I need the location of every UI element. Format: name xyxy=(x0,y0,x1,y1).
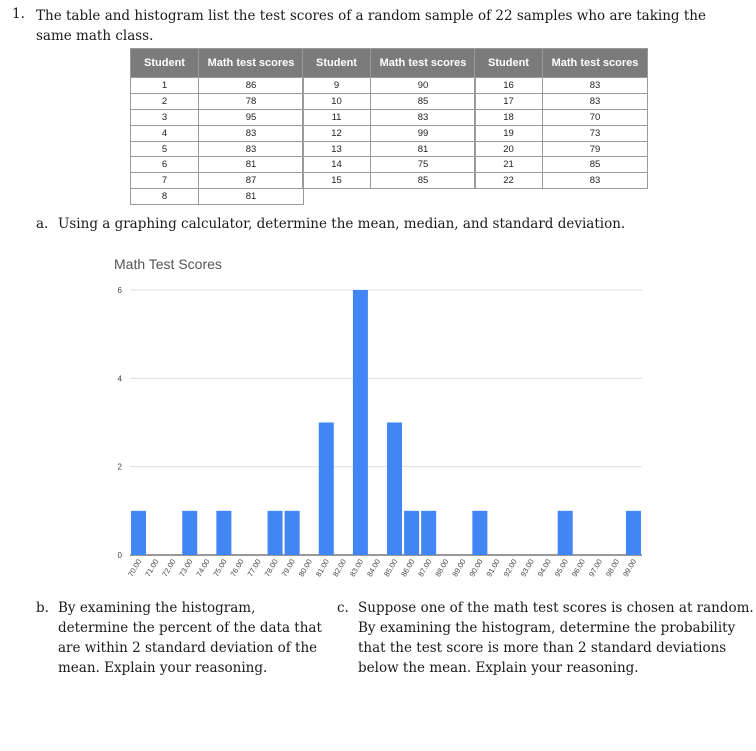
x-tick-label: 73.00 xyxy=(177,557,195,579)
part-c-line: that the test score is more than 2 standard deviations xyxy=(358,640,727,656)
student-cell: 13 xyxy=(303,141,371,157)
score-cell: 79 xyxy=(543,141,648,157)
student-cell: 15 xyxy=(303,173,371,189)
y-tick-label: 4 xyxy=(117,374,122,384)
x-tick-label: 79.00 xyxy=(279,557,297,579)
student-cell: 5 xyxy=(131,141,199,157)
x-tick-label: 82.00 xyxy=(330,557,349,579)
score-cell: 83 xyxy=(543,78,648,94)
y-tick-label: 2 xyxy=(117,462,122,472)
table-row xyxy=(303,173,476,189)
student-cell: 3 xyxy=(131,109,199,125)
table-row xyxy=(303,93,476,109)
empty-cell xyxy=(543,189,648,204)
score-cell: 75 xyxy=(371,157,476,173)
bar xyxy=(421,511,436,555)
student-cell: 17 xyxy=(475,93,543,109)
y-tick-label: 0 xyxy=(117,551,122,560)
score-cell: 87 xyxy=(199,173,304,189)
part-b-line: mean. Explain your reasoning. xyxy=(58,660,268,676)
question-text: The table and histogram list the test scores of a random sample of 22 samples who are taking the same math class. xyxy=(36,8,706,44)
bar xyxy=(626,511,641,555)
table-row xyxy=(475,157,648,173)
x-tick-label: 77.00 xyxy=(245,557,263,579)
student-cell: 21 xyxy=(475,157,543,173)
bar xyxy=(268,511,283,555)
part-a-label: a. xyxy=(36,216,49,232)
score-cell: 81 xyxy=(371,141,476,157)
table-row xyxy=(131,109,304,125)
score-cell: 70 xyxy=(543,109,648,125)
x-tick-label: 89.00 xyxy=(450,557,468,579)
x-tick-label: 86.00 xyxy=(399,557,417,579)
empty-cell xyxy=(475,189,543,204)
histogram-chart xyxy=(100,270,660,590)
table-row xyxy=(303,125,476,141)
part-c-line: Suppose one of the math test scores is chosen at random. xyxy=(358,600,754,616)
x-tick-label: 87.00 xyxy=(416,557,434,579)
x-tick-label: 95.00 xyxy=(552,557,570,579)
score-header: Math test scores xyxy=(543,49,648,78)
part-b-text xyxy=(58,598,322,678)
x-tick-label: 75.00 xyxy=(211,557,229,579)
student-cell: 20 xyxy=(475,141,543,157)
bar xyxy=(472,511,487,555)
table-row xyxy=(303,141,476,157)
student-cell: 10 xyxy=(303,93,371,109)
x-tick-label: 93.00 xyxy=(518,557,536,579)
part-c-label: c. xyxy=(337,600,349,616)
x-tick-label: 78.00 xyxy=(262,557,280,579)
score-cell: 85 xyxy=(543,157,648,173)
x-tick-label: 99.00 xyxy=(621,557,639,579)
bar xyxy=(216,511,231,555)
student-cell: 11 xyxy=(303,109,371,125)
x-tick-label: 80.00 xyxy=(296,557,314,579)
x-tick-label: 81.00 xyxy=(313,557,331,579)
table-row xyxy=(475,189,648,204)
table-row xyxy=(131,189,304,205)
table-row xyxy=(131,157,304,173)
score-cell: 99 xyxy=(371,125,476,141)
x-tick-label: 71.00 xyxy=(143,557,161,579)
score-table-1 xyxy=(130,48,304,205)
student-cell: 14 xyxy=(303,157,371,173)
chart-title: Math Test Scores xyxy=(114,256,222,272)
student-cell: 6 xyxy=(131,157,199,173)
student-cell: 4 xyxy=(131,125,199,141)
x-tick-label: 91.00 xyxy=(484,557,502,579)
bar xyxy=(319,423,334,556)
student-header: Student xyxy=(131,49,199,78)
score-cell: 78 xyxy=(199,93,304,109)
score-cell: 85 xyxy=(371,173,476,189)
table-row xyxy=(131,125,304,141)
student-cell: 1 xyxy=(131,78,199,94)
bar xyxy=(387,423,402,556)
x-tick-label: 98.00 xyxy=(603,557,622,579)
table-row xyxy=(303,109,476,125)
table-row xyxy=(131,93,304,109)
table-row xyxy=(475,173,648,189)
student-cell: 22 xyxy=(475,173,543,189)
score-cell: 86 xyxy=(199,78,304,94)
part-c-line: By examining the histogram, determine the probability xyxy=(358,620,736,636)
x-tick-label: 88.00 xyxy=(433,557,451,579)
score-cell: 83 xyxy=(199,125,304,141)
student-cell: 16 xyxy=(475,78,543,94)
table-row xyxy=(475,141,648,157)
part-c-text xyxy=(358,598,754,678)
student-cell: 9 xyxy=(303,78,371,94)
table-row xyxy=(131,173,304,189)
score-cell: 73 xyxy=(543,125,648,141)
score-table-3 xyxy=(474,48,648,204)
bar xyxy=(558,511,573,555)
score-cell: 81 xyxy=(199,157,304,173)
x-tick-label: 84.00 xyxy=(365,557,383,579)
table-row xyxy=(475,109,648,125)
x-tick-label: 96.00 xyxy=(569,557,587,579)
student-cell: 8 xyxy=(131,189,199,205)
score-header: Math test scores xyxy=(199,49,304,78)
student-cell: 2 xyxy=(131,93,199,109)
x-tick-label: 74.00 xyxy=(194,557,212,579)
student-header: Student xyxy=(475,49,543,78)
score-cell: 83 xyxy=(543,173,648,189)
bar xyxy=(182,511,197,555)
table-row xyxy=(131,141,304,157)
y-tick-label: 6 xyxy=(117,286,122,295)
score-cell: 85 xyxy=(371,93,476,109)
bar xyxy=(285,511,300,555)
bar xyxy=(131,511,146,555)
score-cell: 83 xyxy=(199,141,304,157)
x-tick-label: 94.00 xyxy=(535,557,553,579)
score-header: Math test scores xyxy=(371,49,476,78)
table-row xyxy=(303,157,476,173)
x-tick-label: 70.00 xyxy=(126,557,144,579)
x-tick-label: 92.00 xyxy=(501,557,519,579)
x-tick-label: 76.00 xyxy=(228,557,246,579)
table-row xyxy=(303,78,476,94)
table-row xyxy=(475,78,648,94)
x-tick-label: 83.00 xyxy=(347,557,366,579)
part-b-label: b. xyxy=(36,600,49,616)
part-b-line: determine the percent of the data that xyxy=(58,620,322,636)
student-cell: 18 xyxy=(475,109,543,125)
score-cell: 90 xyxy=(371,78,476,94)
score-cell: 83 xyxy=(543,93,648,109)
bar xyxy=(353,290,368,555)
part-a-text: Using a graphing calculator, determine the mean, median, and standard deviation. xyxy=(58,216,626,232)
table-row xyxy=(303,189,476,204)
score-cell: 95 xyxy=(199,109,304,125)
student-cell: 12 xyxy=(303,125,371,141)
score-cell: 81 xyxy=(199,189,304,205)
x-tick-label: 97.00 xyxy=(586,557,605,579)
bar xyxy=(404,511,419,555)
score-table-2 xyxy=(302,48,476,204)
x-tick-label: 72.00 xyxy=(160,557,178,579)
student-cell: 7 xyxy=(131,173,199,189)
student-header: Student xyxy=(303,49,371,78)
score-cell: 83 xyxy=(371,109,476,125)
table-row xyxy=(475,125,648,141)
table-row xyxy=(131,78,304,94)
part-b-line: By examining the histogram, xyxy=(58,600,256,616)
x-tick-label: 85.00 xyxy=(382,557,400,579)
empty-cell xyxy=(303,189,371,204)
student-cell: 19 xyxy=(475,125,543,141)
part-c-line: below the mean. Explain your reasoning. xyxy=(358,660,639,676)
table-row xyxy=(475,93,648,109)
empty-cell xyxy=(371,189,476,204)
part-b-line: are within 2 standard deviation of the xyxy=(58,640,318,656)
question-number: 1. xyxy=(12,6,25,22)
x-tick-label: 90.00 xyxy=(467,557,485,579)
